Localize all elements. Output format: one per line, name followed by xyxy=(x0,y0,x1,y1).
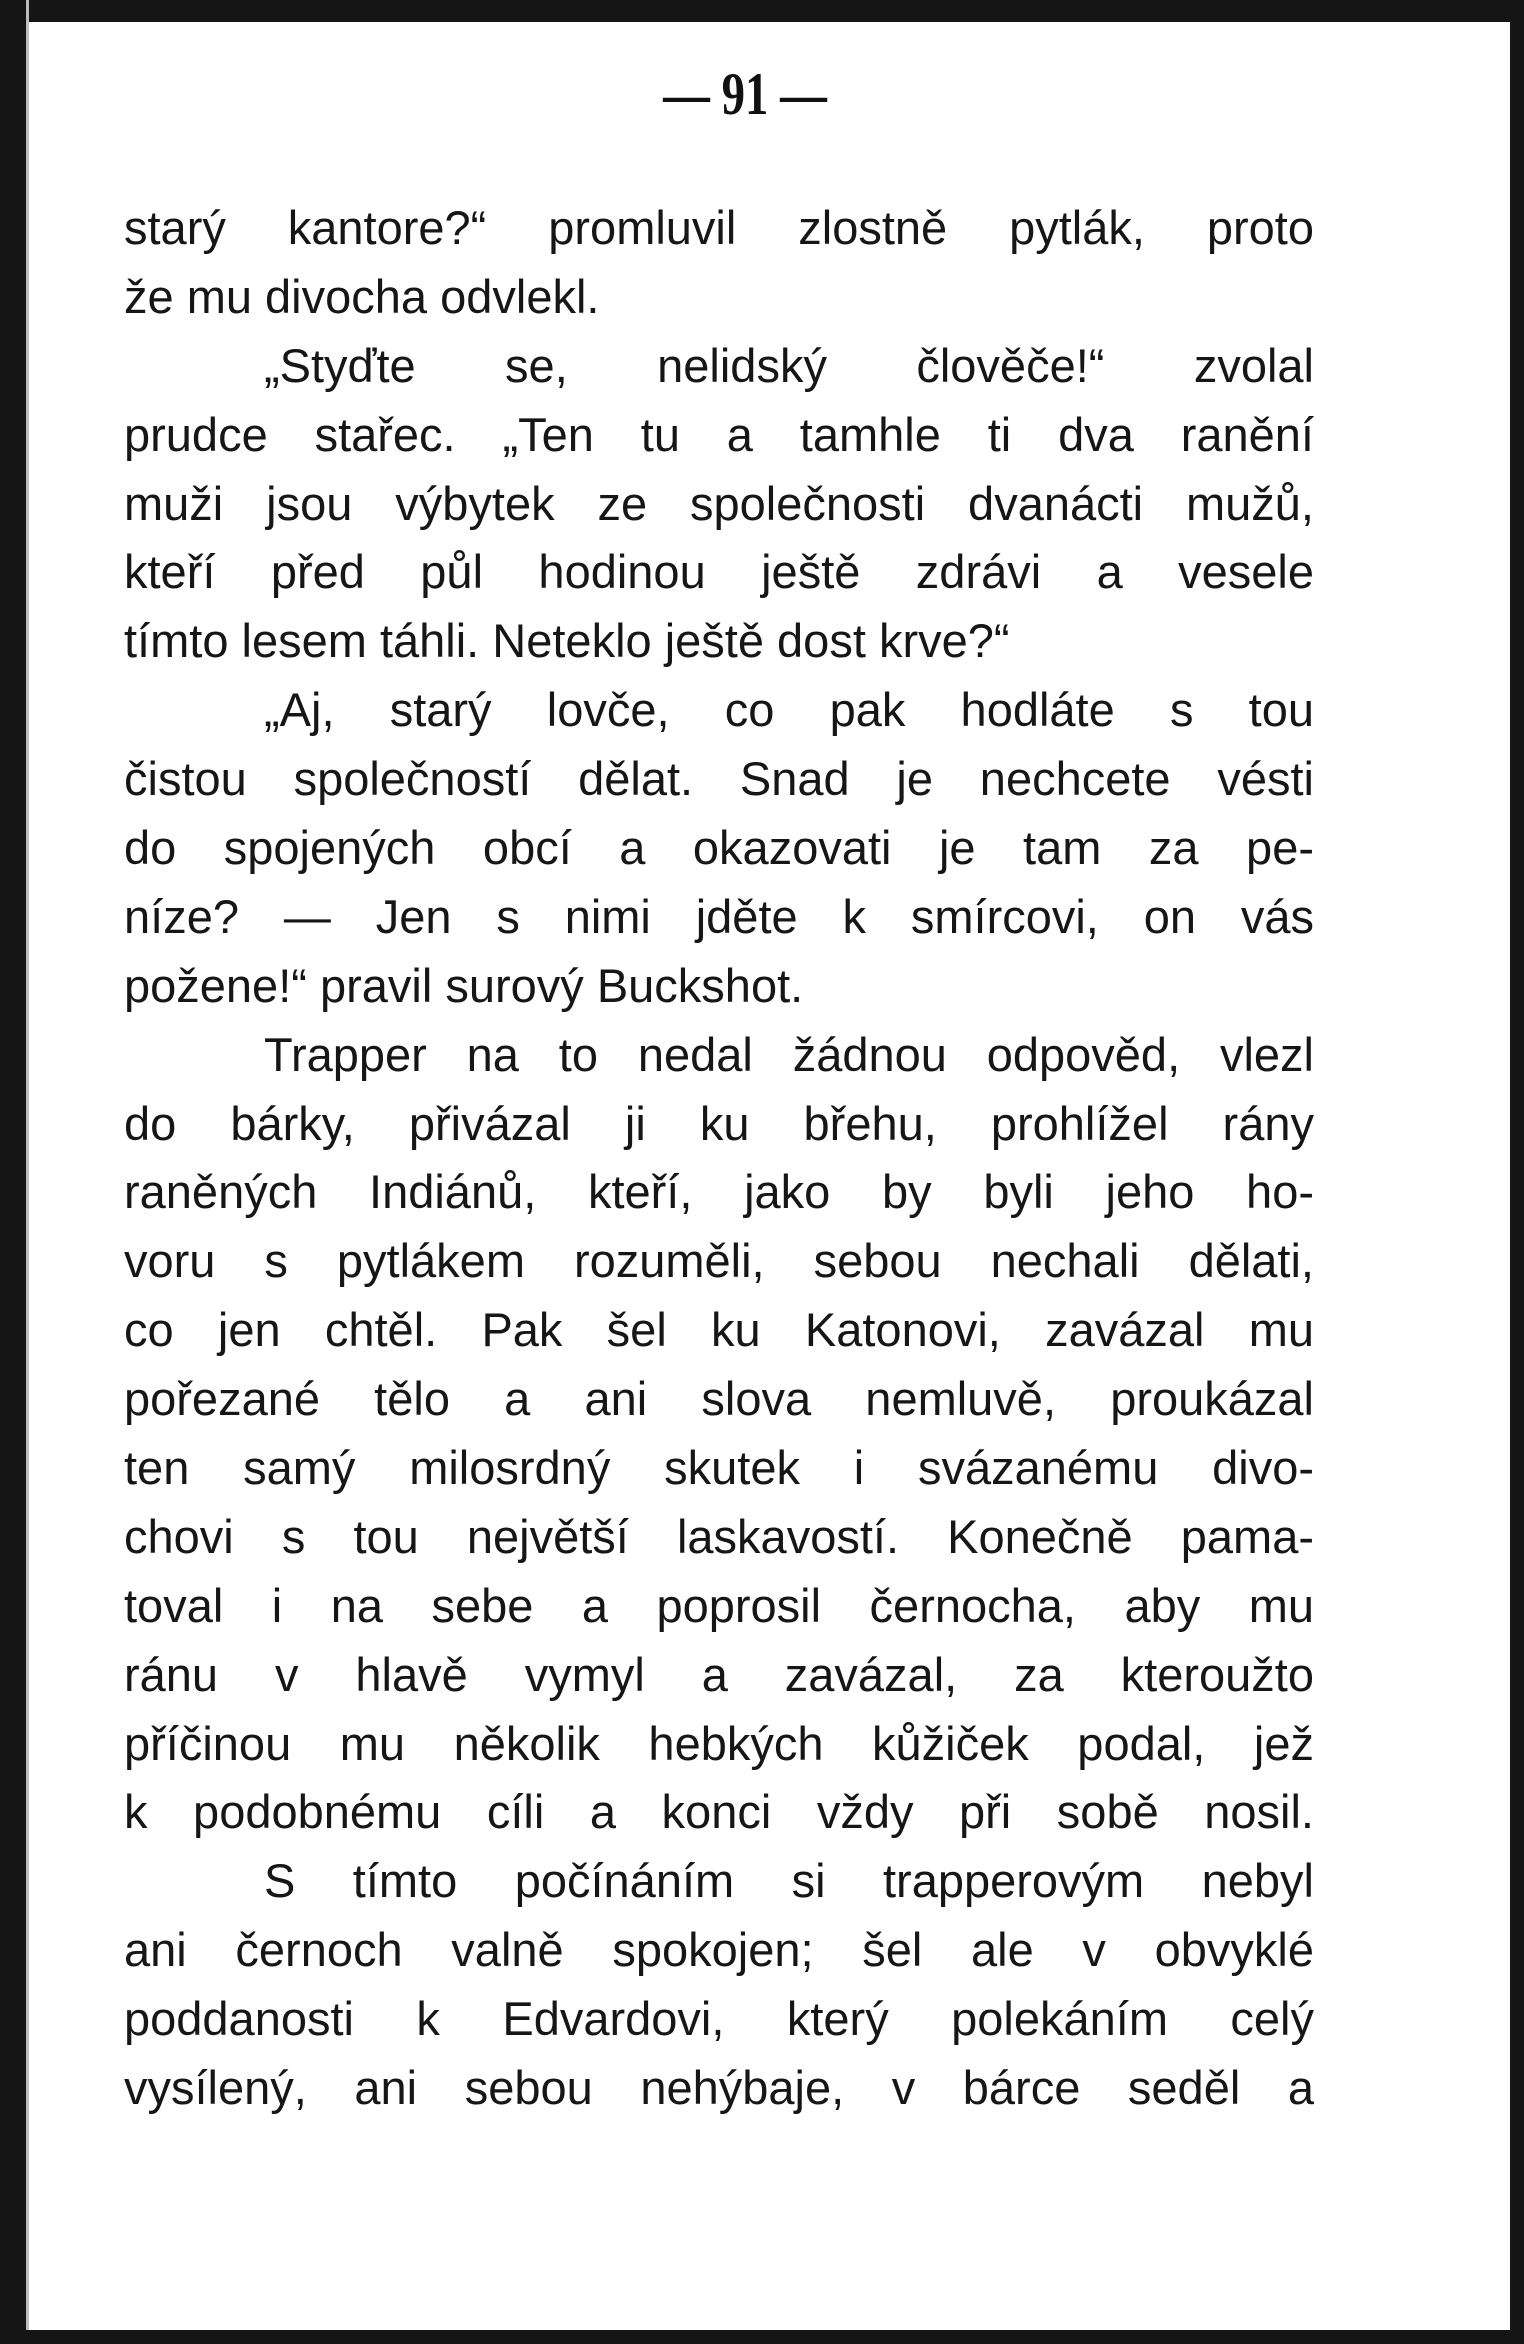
text-line: do spojených obcí a okazovati je tam za pe- xyxy=(124,821,1314,875)
text-line: starý kantore?“ promluvil zlostně pytlák, proto xyxy=(124,201,1314,254)
text-line: ani černoch valně spokojen; šel ale v obvyklé xyxy=(124,1923,1314,1977)
page-number: — 91 — xyxy=(663,61,827,127)
text-line: vysílený, ani sebou nehýbaje, v bárce seděl a xyxy=(124,2061,1314,2115)
text-line: muži jsou výbytek ze společnosti dvanácti mužů, xyxy=(124,476,1314,530)
scan-border-left xyxy=(0,0,26,2344)
scan-border-right xyxy=(1510,0,1524,2344)
text-line: poddanosti k Edvardovi, který polekáním celý xyxy=(124,1992,1314,2046)
text-line: níze? — Jen s nimi jděte k smírcovi, on vás xyxy=(124,889,1314,943)
text-line: chovi s tou největší laskavostí. Konečně pama- xyxy=(124,1509,1314,1563)
text-line: příčinou mu několik hebkých kůžiček podal, jež xyxy=(124,1716,1314,1770)
scan-border-top xyxy=(0,0,1524,22)
text-line: „Styďte se, nelidský člověče!“ zvolal xyxy=(264,338,1314,392)
text-line: Trapper na to nedal žádnou odpověd, vlezl xyxy=(264,1027,1314,1081)
text-line: co jen chtěl. Pak šel ku Katonovi, zavázal mu xyxy=(124,1303,1314,1357)
text-line: prudce stařec. „Ten tu a tamhle ti dva ranění xyxy=(124,407,1314,461)
text-line: „Aj, starý lovče, co pak hodláte s tou xyxy=(264,683,1314,737)
text-line: kteří před půl hodinou ještě zdrávi a vesele xyxy=(124,545,1314,599)
text-line: čistou společností dělat. Snad je nechcete vésti xyxy=(124,752,1314,806)
page-edge-shadow xyxy=(26,0,29,2344)
scan-border-bottom xyxy=(0,2330,1524,2344)
body-text xyxy=(124,194,1314,2123)
text-line: voru s pytlákem rozuměli, sebou nechali dělati, xyxy=(124,1234,1314,1288)
text-line: k podobnému cíli a konci vždy při sobě nosil. xyxy=(124,1785,1314,1839)
text-line: do bárky, přivázal ji ku břehu, prohlížel rány xyxy=(124,1096,1314,1150)
text-line: toval i na sebe a poprosil černocha, aby mu xyxy=(124,1578,1314,1632)
text-line: ten samý milosrdný skutek i svázanému divo- xyxy=(124,1441,1314,1495)
text-line: S tímto počínáním si trapperovým nebyl xyxy=(264,1854,1314,1908)
text-line: raněných Indiánů, kteří, jako by byli jeho ho- xyxy=(124,1165,1314,1219)
text-line: tímto lesem táhli. Neteklo ještě dost krve?“ xyxy=(124,614,1010,668)
text-line: pořezané tělo a ani slova nemluvě, proukázal xyxy=(124,1372,1314,1426)
text-line: požene!“ pravil surový Buckshot. xyxy=(124,958,804,1012)
text-line: že mu divocha odvlekl. xyxy=(124,269,600,323)
text-line: ránu v hlavě vymyl a zavázal, za kteroužto xyxy=(124,1647,1314,1701)
